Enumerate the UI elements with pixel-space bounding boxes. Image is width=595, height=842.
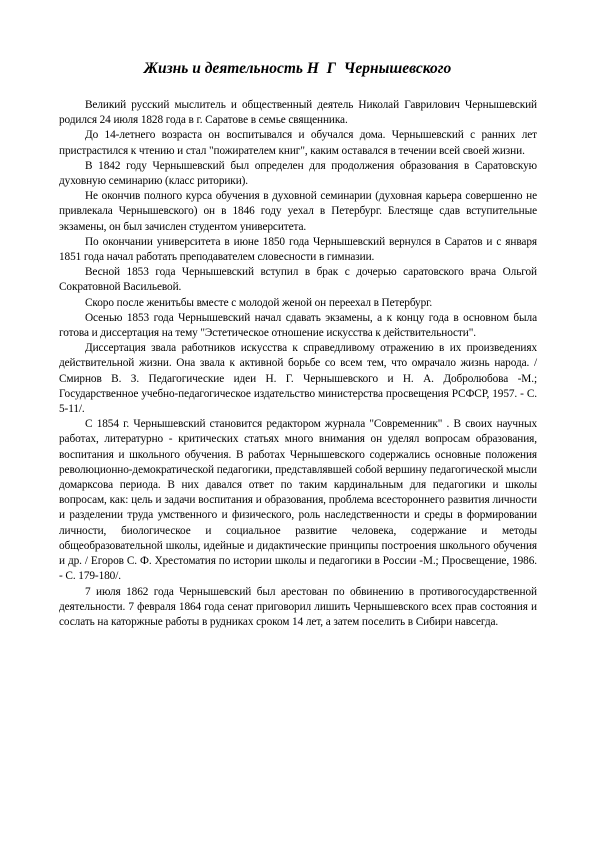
- paragraph-childhood: До 14-летнего возраста он воспитывался и обучался дома. Чернышевский с ранних лет пристрастился к чтению и стал "пожирателем книг", каким оставался в течении всей своей жизни.: [59, 129, 537, 157]
- paragraph-marriage: Весной 1853 года Чернышевский вступил в брак с дочерью саратовского врача Ольгой Сократовной Васильевой.: [59, 266, 537, 294]
- paragraph-dissertation: Диссертация звала работников искусства к справедливому отражению в их произведениях действительной жизни. Она звала к активной борьбе со всем тем, что омрачало жизнь народа. / Смирнов В. З. Педагогические идеи Н. Г. Чернышевского и Н. А. Добролюбова -М.; Государственное учебно-педагогическое издательство министерства просвещения РСФСР, 1957. - С. 5-11/.: [59, 342, 537, 416]
- paragraph-seminary: В 1842 году Чернышевский был определен для продолжения образования в Саратовскую духовную семинарию (класс риторики).: [59, 159, 537, 188]
- paragraph-university: Не окончив полного курса обучения в духовной семинарии (духовная карьера совершенно не привлекала Чернышевского) он в 1846 году уехал в Петербург. Блестяще сдав вступительные экзамены, он был зачислен студентом университета.: [59, 190, 537, 233]
- paragraph-birth: Великий русский мыслитель и общественный деятель Николай Гаврилович Чернышевский родился 24 июля 1828 года в г. Саратове в семье священника.: [59, 99, 537, 127]
- document-title: Жизнь и деятельность Н Г Чернышевского: [143, 60, 452, 77]
- paragraph-sovremennik: С 1854 г. Чернышевский становится редактором журнала "Современник" . В своих научных работах, литературно - критических статьях много внимания он уделял вопросам образования, воспитания и школьного обучения. В работах Чернышевского содержались основные положения революционно-демократической педагогики, представлявшей собой вершину педагогической мысли домарксова периода. В них давался ответ по таким кардинальным для педагогики и школы вопросам, как: цель и задачи воспитания и образования, проблема всестороннего развития личности и разделении труда умственного и физического, роль наследственности и среды в формировании личности, биологическое и социальное развитие человека, содержание и методы общеобразовательной школы, идейные и дидактические принципы построения школьного обучения и др. / Егоров С. Ф. Хрестоматия по истории школы и педагогики в России -М.; Просвещение, 1986. - С. 179-180/.: [59, 418, 537, 583]
- paragraph-move-petersburg: Скоро после женитьбы вместе с молодой женой он переехал в Петербург.: [85, 296, 433, 309]
- paragraph-exams: Осенью 1853 года Чернышевский начал сдавать экзамены, а к концу года в основном была готова и диссертация на тему "Эстетическое отношение искусства к действительности".: [59, 311, 537, 340]
- document-body: [59, 98, 537, 630]
- paragraph-arrest: 7 июля 1862 года Чернышевский был арестован по обвинению в противогосударственной деятельности. 7 февраля 1864 года сенат приговорил лишить Чернышевского всех прав состояния и сослать на каторжные работы в рудниках сроком 14 лет, а затем поселить в Сибири навсегда.: [59, 585, 537, 628]
- paragraph-saratov-return: По окончании университета в июне 1850 года Чернышевский вернулся в Саратов и с января 1851 года начал работать преподавателем словесности в гимназии.: [59, 235, 537, 264]
